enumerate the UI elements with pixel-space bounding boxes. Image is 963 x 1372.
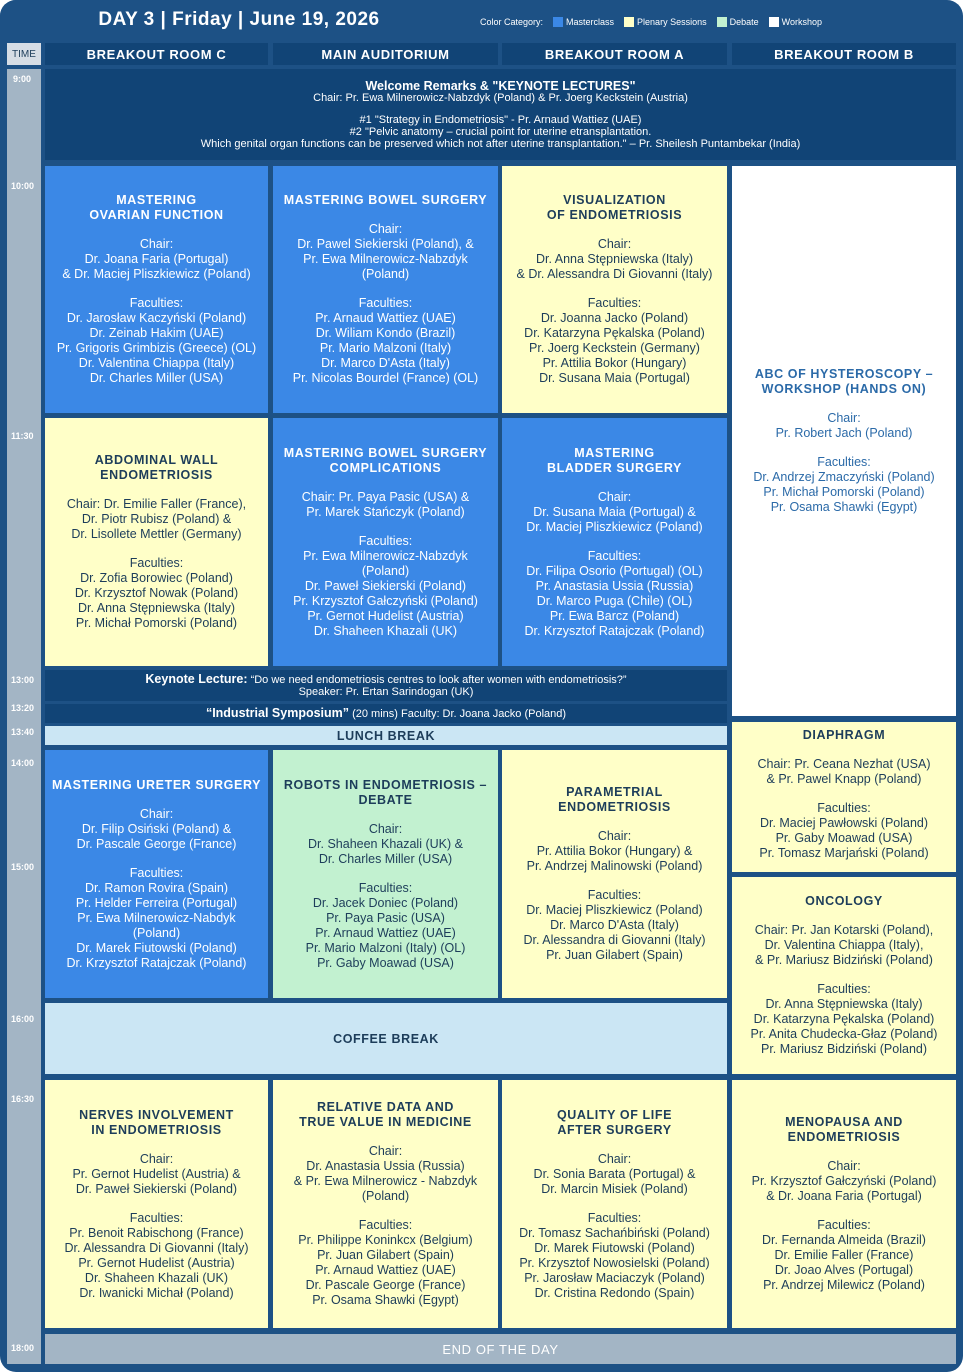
symposium-text: (20 mins) Faculty: Dr. Joana Jacko (Poland): [349, 708, 567, 720]
legend-item-debate: [717, 17, 759, 27]
session-chair: Dr. Pascale George (France): [76, 836, 237, 851]
session-faculty: Pr. Arnaud Wattiez (UAE): [315, 311, 456, 325]
session-faculty: Dr. Alessandra Di Giovanni (Italy): [64, 1240, 249, 1255]
session-title: ONCOLOGY: [805, 894, 883, 908]
session-faculty: Pr. Paya Pasic (USA): [326, 910, 445, 925]
session-title: WORKSHOP (HANDS ON): [761, 382, 927, 396]
session-chair: Chair: Pr. Ceana Nezhat (USA): [757, 757, 931, 771]
session-chair: Chair:: [139, 237, 174, 251]
legend-item-masterclass: [553, 17, 614, 27]
session-chair: Dr. Pawel Siekierski (Poland), &: [297, 237, 474, 251]
session-chair: Chair:: [368, 222, 403, 236]
session-chair: & Pr. Mariusz Bidziński (Poland): [755, 953, 933, 967]
session-title: MASTERING: [116, 193, 197, 207]
session-chair: Pr. Marek Stańczyk (Poland): [306, 504, 465, 519]
time-label: 16:30: [11, 1094, 35, 1104]
session-faculty: Dr. Krzysztof Ratajczak (Poland): [524, 623, 705, 638]
keynote-speaker: Speaker: Pr. Ertan Sarindogan (UK): [298, 686, 474, 698]
session-title: NERVES INVOLVEMENT: [79, 1107, 234, 1122]
session-faculty: Dr. Marco D'Asta (Italy): [321, 356, 450, 370]
session-faculty: Pr. Michał Pomorski (Poland): [763, 485, 925, 499]
session-ovarian-function: [45, 166, 268, 413]
session-faculty: Dr. Anna Stępniewska (Italy): [77, 601, 236, 615]
legend-text: Masterclass: [566, 17, 615, 27]
session-faculty: Faculties:: [129, 1210, 184, 1225]
session-chair: Dr. Lisollete Mettler (Germany): [71, 527, 242, 541]
session-chair: Dr. Charles Miller (USA): [318, 851, 453, 866]
session-chair: Chair:: [597, 1151, 632, 1166]
session-visualization: [502, 166, 727, 413]
session-title: ENDOMETRIOSIS: [787, 1130, 901, 1144]
session-faculty: Pr. Nicolas Bourdel (France) (OL): [292, 371, 479, 385]
industrial-symposium-block: [45, 704, 727, 723]
session-ureter-surgery: [45, 750, 268, 998]
time-column: [7, 69, 41, 1364]
session-chair: Dr. Valentina Chiappa (Italy),: [764, 938, 924, 952]
session-oncology: [732, 877, 956, 1074]
session-chair: Pr. Andrzej Malinowski (Poland): [526, 859, 703, 873]
session-faculty: Pr. Gernot Hudelist (Austria): [78, 1255, 235, 1270]
legend-label: Color Category:: [480, 17, 544, 27]
session-faculty: Dr. Krzysztof Ratajczak (Poland): [66, 955, 247, 970]
session-faculty: Pr. Gaby Moawad (USA): [317, 955, 454, 970]
session-chair: Dr. Marcin Misiek (Poland): [541, 1181, 688, 1196]
session-faculty: Pr. Mariusz Bidziński (Poland): [760, 1042, 928, 1056]
session-chair: Chair:: [597, 237, 632, 251]
session-title: ENDOMETRIOSIS: [100, 468, 213, 482]
session-faculty: Faculties:: [358, 880, 413, 895]
session-parametrial: [502, 750, 727, 998]
session-chair: Dr. Susana Maia (Portugal) &: [533, 504, 696, 519]
session-faculty: Faculties:: [817, 801, 871, 815]
session-faculty: Pr. Osama Shawki (Egypt): [770, 500, 918, 514]
opening-keynote-block: [45, 69, 956, 160]
session-faculty: Faculties:: [358, 1218, 413, 1232]
session-chair: Chair:: [368, 821, 403, 836]
session-title: DIAPHRAGM: [802, 728, 886, 742]
session-faculty: Faculties:: [358, 296, 413, 310]
session-chair: Pr. Ewa Milnerowicz-Nabzdyk: [303, 252, 468, 266]
time-label: 14:00: [11, 758, 35, 768]
session-faculty: Dr. Marco Puga (Chile) (OL): [536, 593, 693, 608]
session-chair: Pr. Gernot Hudelist (Austria) &: [72, 1166, 241, 1181]
session-faculty: Pr. Ewa Milnerowicz-Nabzdyk: [303, 548, 468, 563]
session-title: AFTER SURGERY: [557, 1122, 672, 1137]
column-header-main-auditorium: MAIN AUDITORIUM: [273, 43, 498, 65]
session-title: QUALITY OF LIFE: [556, 1107, 673, 1122]
column-header-time: TIME: [7, 43, 41, 65]
session-chair: Chair:: [139, 1151, 174, 1166]
session-faculty: Pr. Juan Gilabert (Spain): [317, 1248, 454, 1262]
column-header-room-b: BREAKOUT ROOM B: [732, 43, 956, 65]
session-faculty: Pr. Mario Malzoni (Italy): [319, 341, 452, 355]
session-faculty: Pr. Ewa Milnerowicz-Nabdyk: [77, 910, 236, 925]
session-faculty: Dr. Anna Stępniewska (Italy): [765, 997, 923, 1011]
session-quality-of-life: [502, 1080, 727, 1328]
time-label: 16:00: [11, 1014, 35, 1024]
symposium-label: “Industrial Symposium”: [205, 706, 350, 720]
legend-swatch: [769, 17, 779, 27]
session-faculty: Dr. Iwanicki Michał (Poland): [79, 1285, 234, 1300]
session-chair: Chair: Pr. Jan Kotarski (Poland),: [754, 923, 934, 937]
session-faculty: Pr. Arnaud Wattiez (UAE): [315, 1263, 456, 1277]
session-faculty: Faculties:: [129, 865, 184, 880]
session-bowel-surgery: [273, 166, 498, 413]
legend-swatch: [553, 17, 563, 27]
session-title: PARAMETRIAL: [566, 785, 663, 799]
session-title: DEBATE: [358, 792, 413, 807]
session-chair: Chair: Pr. Paya Pasic (USA) &: [301, 489, 470, 504]
session-faculty: Pr. Juan Gilabert (Spain): [546, 948, 683, 962]
color-legend: [480, 8, 958, 36]
day-title: DAY 3 | Friday | June 19, 2026: [0, 0, 478, 40]
session-chair: Dr. Paweł Siekierski (Poland): [75, 1181, 238, 1196]
session-chair: Dr. Sonia Barata (Portugal) &: [533, 1166, 696, 1181]
session-faculty: Dr. Maciej Pliszkiewicz (Poland): [526, 903, 703, 917]
keynote-lecture: #2 "Pelvic anatomy – crucial point for uterine etransplantation.: [349, 125, 652, 138]
session-abdominal-wall: [45, 418, 268, 666]
time-label: 15:00: [11, 862, 35, 872]
session-faculty: Dr. Shaheen Khazali (UK): [84, 1270, 229, 1285]
session-title: BLADDER SURGERY: [547, 460, 682, 475]
session-menopause: [732, 1080, 956, 1328]
time-label: 18:00: [11, 1343, 35, 1353]
session-chair: Chair:: [597, 489, 632, 504]
session-chair: (Poland): [361, 267, 410, 281]
session-chair: & Pr. Pawel Knapp (Poland): [766, 772, 922, 786]
session-chair: Chair:: [827, 411, 861, 425]
session-faculty: Dr. Cristina Redondo (Spain): [534, 1285, 695, 1300]
session-faculty: Dr. Zofia Borowiec (Poland): [80, 571, 233, 585]
session-faculty: Pr. Krzysztof Gałczyński (Poland): [293, 593, 478, 608]
session-faculty: Faculties:: [129, 296, 184, 310]
session-faculty: Faculties:: [587, 548, 642, 563]
session-chair: Chair: Dr. Emilie Faller (France),: [66, 497, 247, 511]
session-faculty: Dr. Tomasz Sachańbiński (Poland): [519, 1225, 710, 1240]
session-title: MASTERING: [574, 445, 655, 460]
session-chair: Dr. Shaheen Khazali (UK) &: [308, 836, 463, 851]
session-chair: & Pr. Ewa Milnerowicz - Nabzdyk (Poland): [293, 1174, 478, 1203]
session-nerves-involvement: [45, 1080, 268, 1328]
session-title: ABDOMINAL WALL: [94, 453, 219, 467]
session-faculty: Dr. Marco D'Asta (Italy): [550, 918, 679, 932]
session-faculty: Dr. Ramon Rovira (Spain): [84, 880, 229, 895]
session-faculty: Pr. Joerg Keckstein (Germany): [529, 341, 700, 355]
legend-text: Workshop: [781, 17, 822, 27]
session-faculty: Dr. Zeinab Hakim (UAE): [89, 326, 224, 340]
column-header-room-c: BREAKOUT ROOM C: [45, 43, 268, 65]
session-faculty: Dr. Shaheen Khazali (UK): [313, 623, 458, 638]
session-title: VISUALIZATION: [563, 193, 666, 207]
session-faculty: Pr. Tomasz Marjański (Poland): [759, 846, 929, 860]
session-faculty: Dr. Joanna Jacko (Poland): [540, 311, 689, 325]
legend-text: Plenary Sessions: [637, 17, 707, 27]
keynote-chair: Chair: Pr. Ewa Milnerowicz-Nabzdyk (Poland) & Pr. Joerg Keckstein (Austria): [313, 91, 688, 104]
session-faculty: Pr. Jarosław Maciaczyk (Poland): [524, 1270, 705, 1285]
session-bowel-complications: [273, 418, 498, 666]
session-chair: Chair:: [139, 806, 174, 821]
session-chair: Pr. Robert Jach (Poland): [775, 426, 913, 440]
time-label: 13:20: [11, 703, 35, 713]
session-relative-data: [273, 1080, 498, 1328]
legend-swatch: [717, 17, 727, 27]
session-diaphragm: [732, 722, 956, 872]
session-faculty: Pr. Gernot Hudelist (Austria): [307, 608, 464, 623]
end-of-day: END OF THE DAY: [45, 1334, 956, 1364]
session-faculty: Dr. Emilie Faller (France): [774, 1248, 914, 1262]
keynote-lecture-block: [45, 670, 727, 701]
session-chair: & Dr. Joana Faria (Portugal): [766, 1189, 922, 1203]
session-faculty: Pr. Gaby Moawad (USA): [775, 831, 913, 845]
session-faculty: Dr. Andrzej Zmaczyński (Poland): [753, 470, 935, 484]
time-label: 11:30: [11, 431, 34, 441]
session-faculty: Faculties:: [358, 533, 413, 548]
session-title: MENOPAUSA AND: [785, 1115, 903, 1129]
session-faculty: (Poland): [361, 563, 410, 578]
session-chair: Chair:: [368, 1144, 403, 1158]
time-label: 13:40: [11, 727, 35, 737]
session-chair: Pr. Attilia Bokor (Hungary) &: [536, 844, 693, 858]
session-faculty: Dr. Joao Alves (Portugal): [774, 1263, 914, 1277]
session-faculty: Pr. Michał Pomorski (Poland): [75, 616, 238, 630]
time-label: 10:00: [11, 181, 35, 191]
session-faculty: Dr. Maciej Pawłowski (Poland): [759, 816, 929, 830]
session-faculty: Pr. Helder Ferreira (Portugal): [75, 895, 238, 910]
session-title: ABC OF HYSTEROSCOPY –: [754, 367, 934, 381]
session-faculty: Pr. Mario Malzoni (Italy) (OL): [305, 940, 466, 955]
session-title: COMPLICATIONS: [329, 460, 442, 475]
session-faculty: Pr. Grigoris Grimbizis (Greece) (OL): [56, 341, 257, 355]
session-faculty: Faculties:: [587, 296, 642, 310]
lunch-break: LUNCH BREAK: [45, 726, 727, 745]
session-chair: Dr. Anastasia Ussia (Russia): [306, 1159, 465, 1173]
session-chair: Dr. Maciej Pliszkiewicz (Poland): [526, 519, 703, 534]
session-chair: Dr. Anna Stępniewska (Italy): [535, 252, 694, 266]
session-title: OF ENDOMETRIOSIS: [546, 208, 683, 222]
keynote-topic: “Do we need endometriosis centres to look after women with endometriosis?”: [247, 674, 627, 686]
session-faculty: Faculties:: [587, 1210, 642, 1225]
session-faculty: Pr. Andrzej Milewicz (Poland): [763, 1278, 925, 1292]
session-faculty: Pr. Philippe Koninkcx (Belgium): [298, 1233, 473, 1247]
session-faculty: Pr. Krzysztof Nowosielski (Poland): [519, 1255, 710, 1270]
column-header-room-a: BREAKOUT ROOM A: [502, 43, 727, 65]
keynote-lecture: Which genital organ functions can be preserved which not after uterine transplantation." – Pr. Sheilesh Puntambekar (India): [200, 137, 801, 150]
keynote-lecture: #1 "Strategy in Endometriosis" - Pr. Arnaud Wattiez (UAE): [359, 113, 642, 126]
session-title: RELATIVE DATA AND: [316, 1100, 455, 1114]
session-title: MASTERING BOWEL SURGERY: [283, 193, 488, 207]
coffee-break: COFFEE BREAK: [45, 1003, 727, 1074]
keynote-label: Keynote Lecture:: [145, 672, 248, 686]
session-faculty: Dr. Charles Miller (USA): [89, 371, 224, 385]
session-faculty: Dr. Valentina Chiappa (Italy): [78, 356, 235, 370]
session-faculty: Dr. Fernanda Almeida (Brazil): [762, 1233, 926, 1247]
session-hysteroscopy-workshop: [732, 166, 956, 716]
legend-swatch: [624, 17, 634, 27]
session-faculty: Dr. Katarzyna Pękalska (Poland): [753, 1012, 935, 1026]
session-faculty: Faculties:: [129, 556, 184, 570]
session-faculty: Dr. Jacek Doniec (Poland): [312, 895, 459, 910]
time-label: 9:00: [13, 74, 32, 84]
session-faculty: Dr. Pascale George (France): [305, 1278, 466, 1292]
session-faculty: Dr. Paweł Siekierski (Poland): [304, 578, 467, 593]
session-faculty: Dr. Katarzyna Pękalska (Poland): [524, 326, 705, 340]
session-faculty: Pr. Anita Chudecka-Głaz (Poland): [750, 1027, 938, 1041]
session-faculty: Pr. Attilia Bokor (Hungary): [542, 356, 687, 370]
session-faculty: Dr. Marek Fiutowski (Poland): [534, 1240, 695, 1255]
session-faculty: Dr. Susana Maia (Portugal): [539, 371, 690, 385]
session-faculty: Pr. Osama Shawki (Egypt): [312, 1293, 459, 1307]
session-chair: & Dr. Maciej Pliszkiewicz (Poland): [62, 267, 251, 281]
session-faculty: Dr. Wiliam Kondo (Brazil): [315, 326, 456, 340]
session-bladder-surgery: [502, 418, 727, 666]
session-title: MASTERING BOWEL SURGERY: [283, 445, 488, 460]
session-chair: Chair:: [597, 829, 632, 843]
session-title: IN ENDOMETRIOSIS: [91, 1122, 222, 1137]
session-title: MASTERING URETER SURGERY: [51, 777, 262, 792]
time-label: 13:00: [11, 675, 35, 685]
session-faculty: Faculties:: [817, 455, 871, 469]
session-chair: Chair:: [827, 1159, 861, 1173]
legend-item-workshop: [769, 17, 822, 27]
session-faculty: Dr. Alessandra di Giovanni (Italy): [523, 933, 706, 947]
keynote-title: Welcome Remarks & "KEYNOTE LECTURES": [365, 78, 636, 93]
session-faculty: (Poland): [132, 925, 181, 940]
session-faculty: Pr. Arnaud Wattiez (UAE): [315, 925, 456, 940]
session-faculty: Pr. Benoit Rabischong (France): [69, 1225, 244, 1240]
session-faculty: Faculties:: [817, 1218, 871, 1232]
session-faculty: Faculties:: [587, 888, 642, 902]
session-faculty: Dr. Krzysztof Nowak (Poland): [74, 586, 239, 600]
session-faculty: Dr. Filipa Osorio (Portugal) (OL): [526, 563, 703, 578]
session-faculty: Pr. Anastasia Ussia (Russia): [535, 578, 694, 593]
session-chair: Dr. Piotr Rubisz (Poland) &: [81, 512, 232, 526]
session-title: ROBOTS IN ENDOMETRIOSIS –: [283, 777, 488, 792]
session-robots-debate: [273, 750, 498, 998]
session-chair: Pr. Krzysztof Gałczyński (Poland): [751, 1174, 937, 1188]
session-title: TRUE VALUE IN MEDICINE: [299, 1115, 472, 1129]
session-faculty: Dr. Marek Fiutowski (Poland): [76, 940, 237, 955]
session-chair: Dr. Joana Faria (Portugal): [84, 252, 229, 266]
session-faculty: Dr. Jarosław Kaczyński (Poland): [66, 311, 247, 325]
session-faculty: Faculties:: [817, 982, 871, 996]
session-title: OVARIAN FUNCTION: [89, 208, 224, 222]
session-chair: Dr. Filip Osiński (Poland) &: [81, 821, 232, 836]
session-faculty: Pr. Ewa Barcz (Poland): [549, 608, 680, 623]
legend-item-plenary: [624, 17, 707, 27]
legend-text: Debate: [729, 17, 759, 27]
session-title: ENDOMETRIOSIS: [558, 800, 671, 814]
session-chair: & Dr. Alessandra Di Giovanni (Italy): [516, 267, 713, 281]
